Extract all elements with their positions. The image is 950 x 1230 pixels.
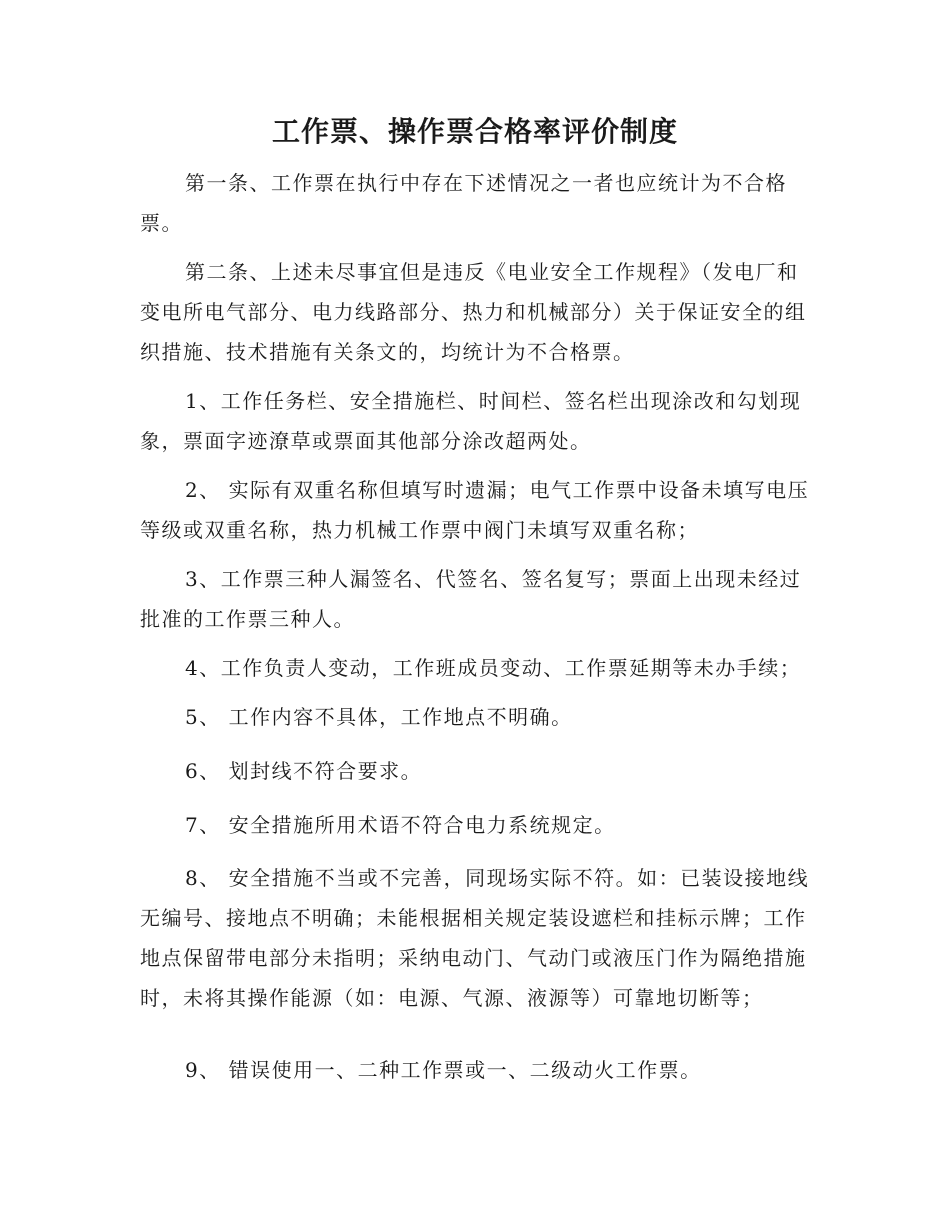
paragraph-article-1: 第一条、工作票在执行中存在下述情况之一者也应统计为不合格票。 [140,171,787,235]
list-item-7: 7、 安全措施所用术语不符合电力系统规定。 [185,813,616,837]
list-item-2: 2、 实际有双重名称但填写时遗漏；电气工作票中设备未填写电压等级或双重名称，热力机械工作票中阀门未填写双重名称； [140,478,810,542]
list-item-8: 8、 安全措施不当或不完善，同现场实际不符。如：已装设接地线无编号、接地点不明确；未能根据相关规定装设遮栏和挂标示牌；工作地点保留带电部分未指明；采纳电动门、气动门或液压门作为隔绝措施时，未将其操作能源（如：电源、气源、液源等）可靠地切断等； [140,866,810,1010]
list-item-9: 9、 错误使用一、二种工作票或一、二级动火工作票。 [185,1058,702,1082]
list-item-5: 5、 工作内容不具体，工作地点不明确。 [185,705,573,729]
list-item-1: 1、工作任务栏、安全措施栏、时间栏、签名栏出现涂改和勾划现象，票面字迹潦草或票面其他部分涂改超两处。 [140,389,802,453]
paragraph-article-2: 第二条、上述未尽事宜但是违反《电业安全工作规程》（发电厂和变电所电气部分、电力线路部分、热力和机械部分）关于保证安全的组织措施、技术措施有关条文的，均统计为不合格票。 [140,260,807,364]
list-item-4: 4、工作负责人变动，工作班成员变动、工作票延期等未办手续； [185,656,802,680]
list-item-6: 6、 划封线不符合要求。 [185,759,423,783]
list-item-3: 3、工作票三种人漏签名、代签名、签名复写；票面上出现未经过批准的工作票三种人。 [140,567,802,631]
document-title: 工作票、操作票合格率评价制度 [271,115,678,148]
